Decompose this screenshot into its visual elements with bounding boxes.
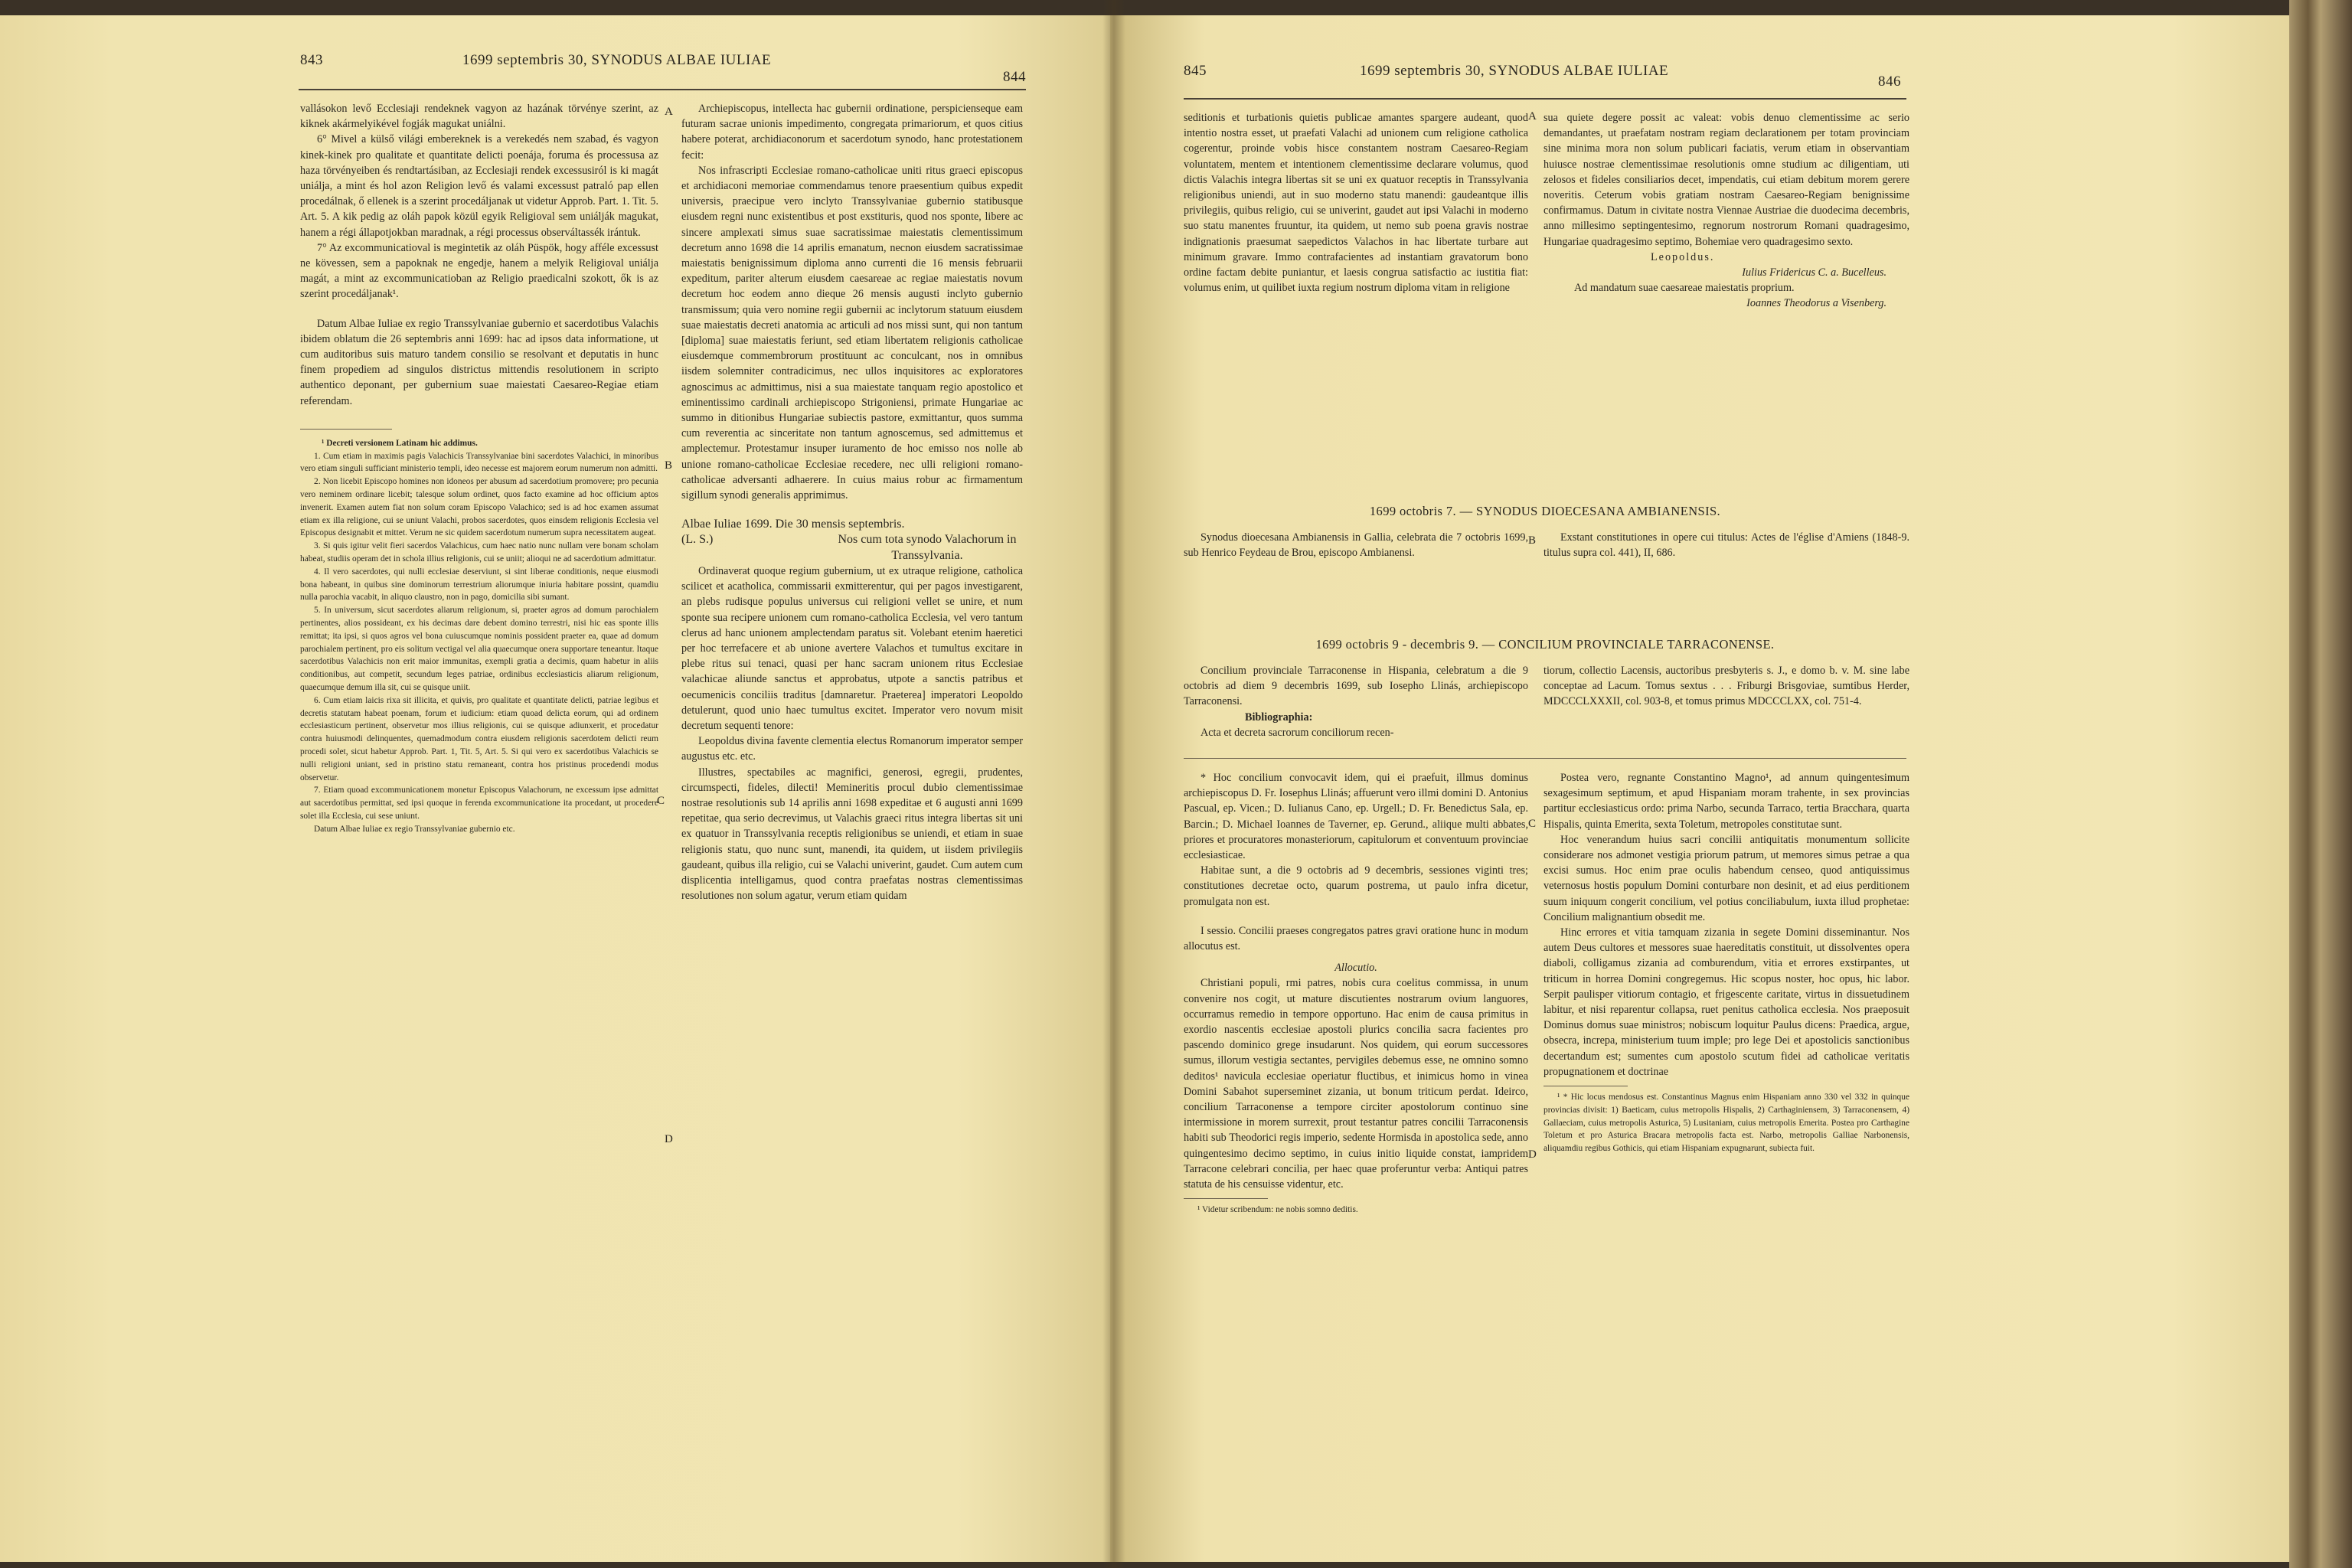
paragraph: Habitae sunt, a die 9 octobris ad 9 decembris, sessiones viginti tres; constitutiones decretae octo, quarum postrema, ut paulo infra dicetur, promulgata non est.: [1184, 864, 1528, 908]
paragraph: Postea vero, regnante Constantino Magno¹, ad annum quingentesimum sexagesimum septimum, et apud Hispaniam moram trahente, in sex provincias partitur ecclesiasticus ordo: prima Narbo, secunda Tarraco, tertia Bracchara, quarta Hispalis, quinta Emerita, sexta Toletum, metropoles constitutae sunt.: [1544, 772, 1909, 831]
paragraph: Concilium provinciale Tarraconense in Hispania, celebratum a die 9 octobris ad diem 9 decembris 1699, sub Iosepho Llinás, archiepiscopo Tarraconensi.: [1184, 665, 1528, 708]
page-number-843: 843: [300, 52, 323, 68]
footnote: 6. Cum etiam laicis rixa sit illicita, et quivis, pro qualitate et quantitate delicti, patriae legibus et decretis statutam habeat poenam, forum et iudicium: etiam quoad delicta eorum, qui ad ordinem ecclesiasticum pertinent, observetur mos illius religionis, cui se quisque adiunxerit, et procedatur contra huiusmodi delinquentes, quemadmodum contra eiusdem religionis sacerdotem delicti reum procedi solet, sicut habetur Approb. Part. 1, Tit. 5, Art. 5. Si qui vero ex sacerdotibus Valachicis se nulli religioni uniant, sed in pristino statu remaneant, contra hos pristinus procedendi modus observetur.: [300, 695, 658, 782]
footnote: 1. Cum etiam in maximis pagis Valachicis Transsylvaniae bini sacerdotes Valachici, in minoribus vero etiam singuli sufficiant ministerio templi, ideo necesse est majorem eorum numerum non admitti.: [300, 451, 658, 474]
paragraph: tiorum, collectio Lacensis, auctoribus presbyteris s. J., e domo b. v. M. sine labe conceptae ad Lacum. Tomus sextus . . . Friburgi Brisgoviae, sumtibus Herder, MDCCCLXXXII, col. 903-8, et tomus primus MDCCCLXX, col. 751-4.: [1544, 665, 1909, 708]
footnote: 2. Non licebit Episcopo homines non idoneos per abusum ad sacerdotium promovere; pro pecunia vero neminem ordinare licebit; talesque solum ordinet, quos facto examine ad hoc officium aptos invenerit. Examen autem fiat non solum coram Episcopo Valachico; sed is ad hoc examen assumat etiam ex illa religione, cui se uniunt Valachi, probos sacerdotes, quos einsdem religionis Ecclesia vel Episcopus designabit et mittet. Verum ne sic quidem sacerdotum numerum supra necessitatem augeat.: [300, 477, 658, 538]
signature-leopoldus: Leopoldus.: [1651, 250, 1715, 263]
left-column-1: [300, 101, 658, 836]
paragraph: Christiani populi, rmi patres, nobis cura coelitus commissa, in unum convenire nos cogit, ut mature discutientes nostrarum ovium languores, occurramus remedio in tempore opportuno. Hac enim de causa primitus in exordio nascentis ecclesiae apostoli plurics concilia sacra facientes pro pascendo dominico grege insudarunt. Nos quidem, qui eorum successores sumus, illorum vestigia sectantes, pervigiles debemus esse, ne omnino somno deditos¹ navicula ecclesiae operiatur fluctibus, et inimicus homo in vinea Domini Sabahot superseminet zizania, ut bonum triticum perdat. Ideirco, concilium Tarraconense a tempore circiter apostolorum continuo sine intermissione in morem surrexit, prout testantur patres concilii Tarraconensis habiti sub Theodorici regis imperio, sedente Hormisda in apostolica sede, anno quingentesimo decimo septimo, in cuius initio liquide constat, iampridem Tarracone celebrari concilia, per haec quae proferuntur verba: Antiqui patres statuta de his censuisse videntur, etc.: [1184, 977, 1528, 1191]
paragraph: Synodus dioecesana Ambianensis in Gallia, celebrata die 7 octobris 1699, sub Henrico Feydeau de Brou, episcopo Ambianensi.: [1184, 531, 1528, 560]
bibliographia-heading: Bibliographia:: [1245, 710, 1313, 724]
seal-mark: (L. S.): [681, 533, 714, 547]
section2-column-1: [1184, 770, 1528, 1217]
page-number-845: 845: [1184, 63, 1207, 79]
paragraph: Hinc errores et vitia tamquam zizania in segete Domini disseminantur. Nos autem Deus cultores et messores suae haereditatis constituit, ut dissolventes opera diaboli, colligamus zizania ad comburendum, vitia et errores exstirpantes, ut triticum in horrea Domini congregemus. Hic scopus noster, hoc opus, hic labor. Serpit paulisper vitiorum contagio, et frigescente caritate, virtus in dissuetudinem labitur, et nisi reparentur collapsa, ruet penitus catholica ecclesia. Nos praeposuit Dominus domus suae ministros; nobiscum loquitur Paulus dicens: Praedica, argue, obsecra, increpa, ministerium tuum imple; pro lege Dei et apostolicis sanctionibus decertandum est; sumentes cum apostolo scutum fidei ad catholicae veritatis propugnationem et doctrinae: [1544, 926, 1909, 1078]
footnote: Datum Albae Iuliae ex regio Transsylvaniae gubernio etc.: [314, 824, 515, 834]
right-top-column-2: [1544, 110, 1909, 312]
allocutio-heading: Allocutio.: [1334, 962, 1377, 975]
paragraph: * Hoc concilium convocavit idem, qui ei praefuit, illmus dominus archiepiscopus D. Fr. Iosephus Llinás; affuerunt vero illmi domini D. Antonius Pascual, ep. Vicen.; D. Iulianus Cano, ep. Urgell.; D. Fr. Benedictus Sala, ep. Barcin.; D. Michael Ioannes de Taverner, ep. Gerund., aliique multi abbates, priores et procuratores monasteriorum, capitulorum et conventuum provinciae ecclesiasticae.: [1184, 772, 1528, 862]
footnotes: [300, 437, 658, 836]
footnote: ¹ * Hic locus mendosus est. Constantinus Magnus enim Hispaniam anno 330 vel 332 in quinque provincias divisit: 1) Baeticam, cuius metropolis Hispalis, 2) Carthaginiensem, 3) Tarraconensem, 4) Gallaeciam, cuius metropolis Asturica, 5) Lusitaniam, cuius metropolis Emerita. Postea pro Carthagine Toletum et pro Asturica Bracara metropolis facta est. Narbo, metropolis Galliae Narbonensis, aliquamdiu regibus Gothicis, qui etiam Hispaniam expugnarunt, subiecta fuit.: [1544, 1093, 1909, 1154]
header-rule: [1184, 98, 1906, 100]
running-header-left: 1699 septembris 30, SYNODUS ALBAE IULIAE: [462, 52, 772, 68]
margin-letter: D: [665, 1133, 673, 1145]
margin-letter: B: [665, 459, 673, 472]
paragraph: Illustres, spectabiles ac magnifici, generosi, egregii, prudentes, circumspecti, fideles, dilecti! Memineritis procul dubio clementissimae nostrae resolutionis sub 14 aprilis anni 1698 expeditae et 6 augusti anni 1699 repetitae, qua serio decrevimus, ut Valachis graeci ritus integra libertas sit uni ex quatuor in Transsylvania receptis religionibus se uniendi, et etiam in suae religionis statu, quo nunc sunt, manendi, ita quidem, ut iisdem privilegiis gaudeant, quibus illa religio, cui se Valachi univerint, gaudet. Cum autem cum displicentia intelligamus, quod contra praefatas nostras clementissimas resolutiones non solum agatur, verum etiam quidam: [681, 766, 1023, 903]
margin-letter: C: [1528, 818, 1537, 830]
paragraph: Nos infrascripti Ecclesiae romano-catholicae uniti ritus graeci episcopus et archidiaconi memoriae commendamus tenore praesentium quibus expedit universis, praecipue vero inclyto Transsylvaniae gubernio statibusque eiusdem regni nunc existentibus et post exstituris, quod nos sponte, libere ac sincere amplexati simus suae sacratissimae maiestatis clementissimum decretum anno 1698 die 14 aprilis emanatum, necnon eiusdem sacratissimae maiestatis benignissimum diploma anno currenti die 16 mensis februarii expeditum, pariter alterum eiusdem caesareae ac regiae maiestatis novum decretum hoc eodem anno dieque 26 mensis augusti inclyto gubernio transmissum; quia vero nomine regii gubernii ac inclytorum statuum eiusdem suae maiestatis decreti anatomia ac articuli ad nos missi sunt, qui non tantum [diploma] suae maiestatis feriunt, sed etiam libertatem religionis catholicae eiusdemque commembrorum prostituunt ac conculcant, nos in omnibus iisdem solemniter contradicimus, nec ullos inquisitores ac exploratores agnoscimus ac admittimus, nisi a sua maiestate tanquam regio apostolico et eminentissimo cardinali archiepiscopo Strigoniensi, primate Hungariae ac summo in ditionibus Hungariae subiectis pastore, exmittantur, quos summa cum reverentia ac sinceritate non tantum agnoscemus, sed admittemus et amplectemur. Protestamur insuper iuramento de hoc emisso nos nolle ab unione romano-catholicae Ecclesiae recedere, nec ulli religioni romano-catholicae adversanti adhaerere. In cuius maius robur ac firmamentum sigillum synodi generalis apprimimus.: [681, 164, 1023, 502]
book-fore-edge: [2289, 0, 2352, 1568]
section-divider: [1184, 758, 1906, 759]
mandatum-line: Ad mandatum suae caesareae maiestatis proprium.: [1574, 282, 1795, 295]
paragraph: Exstant constitutiones in opere cui titulus: Actes de l'église d'Amiens (1848-9. titulus supra col. 441), II, 686.: [1544, 531, 1909, 560]
margin-letter: C: [657, 795, 665, 807]
paragraph: Acta et decreta sacrorum conciliorum recen-: [1200, 726, 1394, 739]
footnote: ¹ Videtur scribendum: ne nobis somno deditis.: [1197, 1205, 1358, 1215]
section-title-ambianensis: 1699 octobris 7. — SYNODUS DIOECESANA AMBIANENSIS.: [1369, 504, 1721, 518]
section1-right: [1544, 530, 1909, 560]
paragraph: Leopoldus divina favente clementia electus Romanorum imperator semper augustus etc. etc.: [681, 735, 1023, 763]
signature-bucelleus: Iulius Fridericus C. a. Bucelleus.: [1742, 266, 1886, 279]
paragraph: Ordinaverat quoque regium gubernium, ut ex utraque religione, catholica scilicet et acatholica, commissarii exmitterentur, qui per pagos investigarent, an plebs rudisque populus universus cui religioni vellet se unire, et num sponte sua recipere unionem cum romano-catholica Ecclesia, vel vero tantum clerus ad hanc unionem amplectendam paratus sit. Volebant etenim haeretici per hoc terrefacere et ab unione avertere Valachos et tumultus excitare in plebe ritus sui tenaci, quasi per hanc sacram unionem ritus Ecclesiae valachicae aliunde sanctus et approbatus, utpote a sanctis patribus et oecumenicis conciliis traditus [damnaretur. Praeterea] imperatori Leopoldo detulerunt, quod unio haec tumultus excitet. Imperator vero novum misit decretum sequenti tenore:: [681, 564, 1023, 732]
footnote: 5. In universum, sicut sacerdotes aliarum religionum, si, praeter agros ad domum parochialem pertinentes, alios possideant, ex his decimas dare debent domino terrestri, nisi hic eas sponte illis remittat; ita ipsi, si quos agros vel bona cuiuscumque nominis possident praeter ea, quae ad domum parochialem pertinent, pro eis solitum vectigal vel alia quaecumque onera supportare teneantur. Itaque sacerdotibus Valachicis non erit maior immunitas, exempli gratia a decimis, quam habetur in aliis conditionibus, aut competit, secundum leges patriae, ordinibus ecclesiasticis aliarum religionum, quaecumque demum illa sit, cui se quisque uniit.: [300, 606, 658, 692]
paragraph: 7° Az excommunicatioval is megintetik az oláh Püspök, hogy afféle excessust ne kövessen, sem a papoknak ne engedje, hanem a melyik Religioval uniálja magát, a mint az excommunicatioban az Religio praedicalni szokott, ők is az szerint procedáljanak¹.: [300, 241, 658, 301]
footnote-heading: ¹ Decreti versionem Latinam hic addimus.: [322, 438, 478, 448]
page-number-844: 844: [1003, 69, 1026, 85]
right-top-column-1: [1184, 110, 1528, 296]
right-page: [1110, 15, 2289, 1562]
footnote: 4. Il vero sacerdotes, qui nulli ecclesiae deserviunt, si sint liberae conditionis, neque eiusmodi bona habeant, in quibus sine dominorum terrestrium aliorumque iniuria habitare possint, quamdiu nulla parochia vacabit, in aliquo claustro, non in pago, domicilia sibi sumant.: [300, 567, 658, 603]
section2-intro-left: [1184, 663, 1528, 740]
signature-synod: Nos cum tota synodo Valachorum in Transsylvania.: [838, 533, 1017, 562]
paragraph: Archiepiscopus, intellecta hac gubernii ordinatione, perspicienseque eam futuram sacrae unionis impedimento, congregata primariorum, et quos citius habere poterat, archidiaconorum et sacerdotum synodo, hanc protestationem fecit:: [681, 103, 1023, 162]
left-column-2: [681, 101, 1023, 903]
margin-letter: A: [665, 106, 673, 118]
header-rule: [299, 89, 1026, 90]
paragraph: Hoc venerandum huius sacri concilii antiquitatis monumentum sollicite considerare nos admonet vestigia priorum patrum, ut memores simus petrae a qua excisi sumus. Hoc enim prae oculis habendum censeo, quod antiquissimus veternosus hostis populum Domini conturbare non desinit, et ad eius perditionem suum iniquum congerit concilium, vel potius conciliabulum, iuxta illud prophetae: Concilium malignantium obsedit me.: [1544, 833, 1909, 923]
paragraph: 6° Mivel a külső világi embereknek is a verekedés nem szabad, és vagyon kinek-kinek pro qualitate et quantitate delicti poenája, foruma és processusa az haza törvényeiben és rendtartásiban, az Ecclesiaji rendek excessusiról is ki magát uniálja, a mint és hol azon Religion levő és valami excessust patraló pap ellen procedálnak, ő ellenek is a szerint procedáljanak ut videtur Approb. Part. 1. Tit. 5. Art. 5. A kik pedig az oláh papok közül egyik Religioval sem uniálják magukat, hanem a régi állapotjokban maradnak, a régi processus observáltassék irántuk.: [300, 133, 658, 239]
paragraph: I sessio. Concilii praeses congregatos patres gravi oratione hunc in modum allocutus est.: [1184, 924, 1528, 953]
section-title-tarraconensis: 1699 octobris 9 - decembris 9. — CONCILIUM PROVINCIALE TARRACONENSE.: [1315, 637, 1775, 652]
paragraph: sua quiete degere possit ac valeat: vobis denuo clementissime ac serio demandantes, ut praefatam nostram regiam declarationem per totam provinciam sine minima mora non solum publicari faciatis, verum etiam in observantiam huiusce nostrae clementissimae resolutionis omne studium ac diligentiam, uti zelosos et fideles consiliarios decet, impendatis, cui etiam debitum morem gerere noveritis. Ceterum vobis gratiam nostram Caesareo-Regiam benignissime confirmamus. Datum in civitate nostra Viennae Austriae die duodecima decembris, anno millesimo septingentesimo, regnorum nostrorum Romani quadragesimo, Hungariae quadragesimo septimo, Bohemiae vero quadragesimo sexto.: [1544, 112, 1909, 248]
signature-place: Albae Iuliae 1699. Die 30 mensis septembris.: [681, 518, 905, 531]
margin-letter: D: [1528, 1148, 1537, 1161]
section1-left: [1184, 530, 1528, 560]
section2-intro-right: [1544, 663, 1909, 710]
footnote: 7. Etiam quoad excommunicationem monetur Episcopus Valachorum, ne excessum ipse admittat aut sacerdotibus permittat, sed ipsi quoque in ferenda excommunicatione ita procedant, ut procedere solet illa Ecclesia, cui sese uniunt.: [300, 786, 658, 821]
book-gutter: [1102, 0, 1125, 1568]
page-number-846: 846: [1878, 74, 1901, 90]
left-page: [0, 15, 1127, 1562]
signature-visenberg: Ioannes Theodorus a Visenberg.: [1746, 297, 1886, 310]
running-header-right: 1699 septembris 30, SYNODUS ALBAE IULIAE: [1360, 63, 1669, 79]
margin-letter: B: [1528, 534, 1537, 547]
footnote: 3. Si quis igitur velit fieri sacerdos Valachicus, cum haec natio nunc nullam vere bonam scholam habeat, studiis operam det in schola illius religionis, cui se uniit; alioqui ne ad sacerdotium admittatur.: [300, 541, 658, 564]
datum-paragraph: Datum Albae Iuliae ex regio Transsylvaniae gubernio et sacerdotibus Valachis ibidem oblatum die 26 septembris anni 1699: hac ad ipsos data informatione, ut cum auditoribus suis maturo tandem consilio se resolvant et deputatis in hunc finem propediem ad singulos districtus mittendis resolutionem in scripto authentico deponant, per gubernium suae maiestati Caesareo-Regiae etiam referendam.: [300, 317, 658, 407]
paragraph: seditionis et turbationis quietis publicae amantes spargere audeant, quod intentio nostra esset, ut praefati Valachi ad unionem cum religione catholica cogerentur, proinde vobis hisce constantem nostram Caesareo-Regiam voluntatem, mentem et intentionem clementissime declarare volumus, quod dictis Valachis integra libertas sit se uni ex quatuor receptis in Transsylvania religionibus uniendi, aut in suo moderno statu manendi: gaudeantque illis privilegiis, quibus religio, cui se univerint, gaudet aut ipsi Valachi in moderno suo statu manentes fruuntur, ita quidem, ut nemo sub poena gravis nostrae indignationis praesumat saepedictos Valachos in hac libertate turbare aut minimum gravare. Immo contrafacientes ad instantiam gravatorum bono ordine factam debite puniantur, et laesis congrua satisfactio ac iustitia fiat: volumus enim, ut quilibet iuxta regium nostrum diploma vitam in religione: [1184, 112, 1528, 295]
paragraph: vallásokon levő Ecclesiaji rendeknek vagyon az hazának törvénye szerint, az kiknek akármelyikével fogják magukat uniálni.: [300, 103, 658, 131]
section2-column-2: [1544, 770, 1909, 1155]
margin-letter: A: [1528, 110, 1537, 122]
